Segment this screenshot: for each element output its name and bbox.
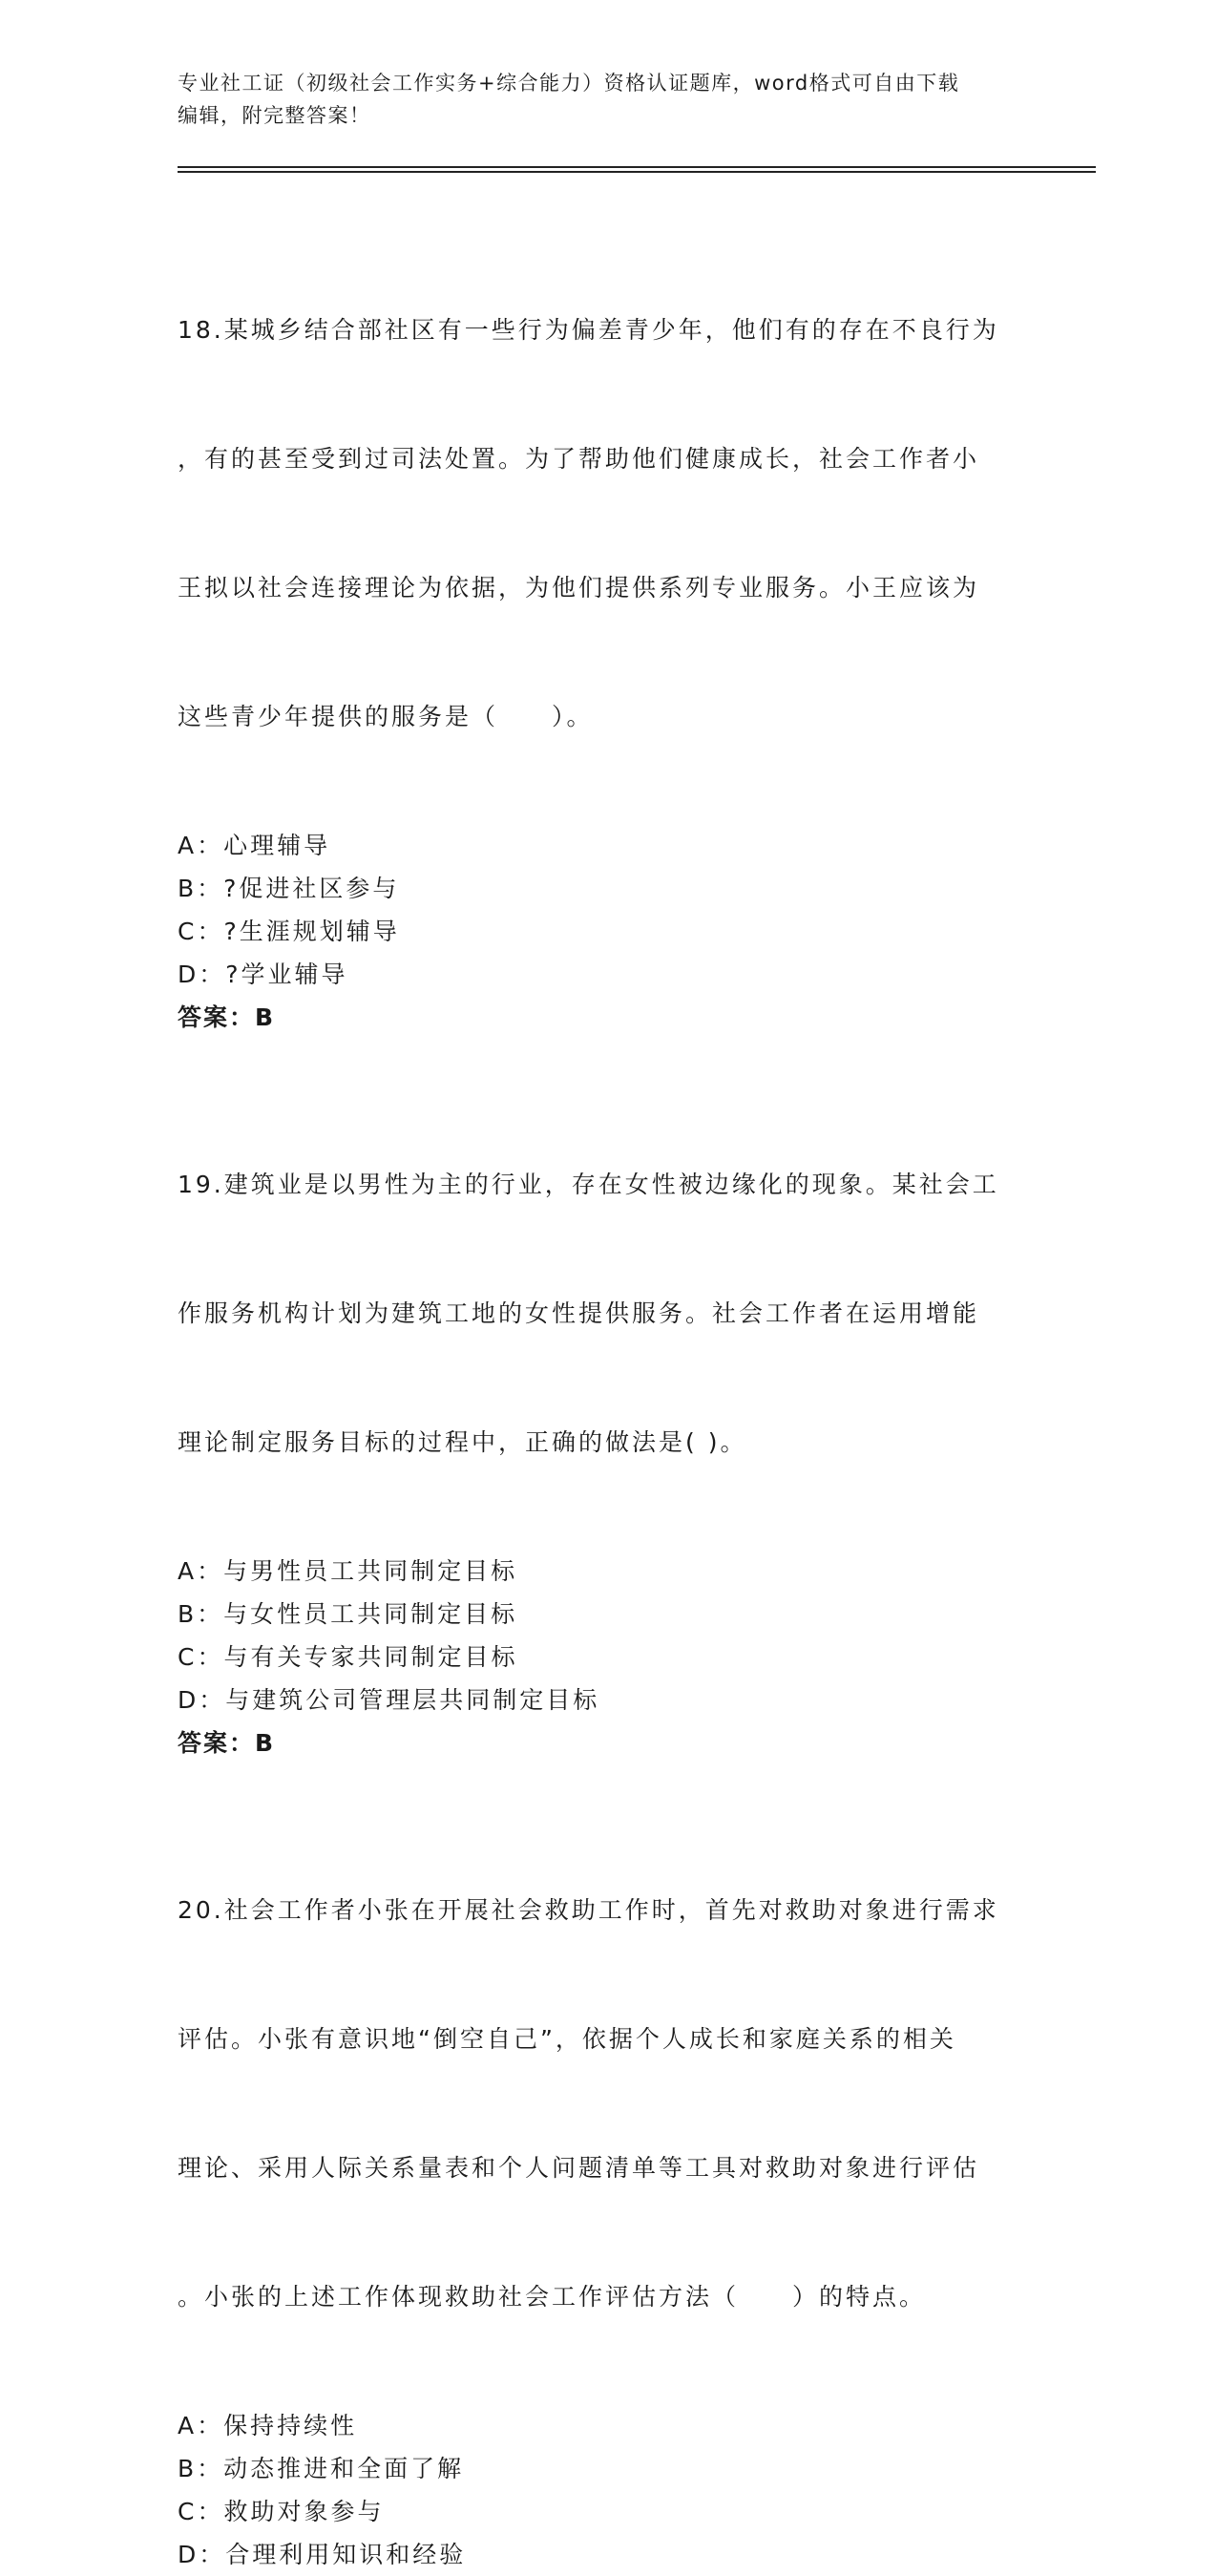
document-header (178, 67, 1037, 132)
option-d: D：?学业辅导 (178, 961, 348, 988)
answer-line: 答案：B (178, 1729, 276, 1757)
question-stem (178, 1803, 1018, 2404)
stem-line: 理论制定服务目标的过程中，正确的做法是( )。 (178, 1428, 747, 1456)
option-d: D：合理利用知识和经验 (178, 2541, 467, 2568)
stem-line: 理论、采用人际关系量表和个人问题清单等工具对救助对象进行评估 (178, 2154, 980, 2182)
stem-line: 。小张的上述工作体现救助社会工作评估方法（ ）的特点。 (178, 2283, 927, 2311)
option-b: B：?促进社区参与 (178, 875, 400, 902)
option-c: C：与有关专家共同制定目标 (178, 1643, 518, 1671)
question-19 (178, 1077, 1094, 1764)
question-stem (178, 1077, 1018, 1550)
stem-line: 评估。小张有意识地“倒空自己”，依据个人成长和家庭关系的相关 (178, 2025, 956, 2053)
option-c: C：?生涯规划辅导 (178, 918, 400, 945)
stem-line: 20.社会工作者小张在开展社会救助工作时，首先对救助对象进行需求 (178, 1896, 999, 1924)
answer-line: 答案：B (178, 1003, 276, 1031)
option-a: A：心理辅导 (178, 832, 331, 859)
header-line-1: 专业社工证（初级社会工作实务+综合能力）资格认证题库，word格式可自由下载 (178, 72, 960, 95)
option-b: B：与女性员工共同制定目标 (178, 1600, 518, 1628)
document-page (178, 67, 1094, 2576)
question-18 (178, 222, 1094, 1039)
question-stem (178, 222, 1018, 824)
header-divider (178, 166, 1096, 173)
stem-line: 王拟以社会连接理论为依据，为他们提供系列专业服务。小王应该为 (178, 574, 980, 602)
option-b: B：动态推进和全面了解 (178, 2455, 465, 2482)
option-d: D：与建筑公司管理层共同制定目标 (178, 1686, 600, 1714)
option-a: A：保持持续性 (178, 2412, 358, 2439)
stem-line: 19.建筑业是以男性为主的行业，存在女性被边缘化的现象。某社会工 (178, 1171, 999, 1198)
question-20 (178, 1803, 1094, 2576)
stem-line: 18.某城乡结合部社区有一些行为偏差青少年，他们有的存在不良行为 (178, 316, 999, 344)
stem-line: ，有的甚至受到过司法处置。为了帮助他们健康成长，社会工作者小 (178, 445, 980, 473)
stem-line: 作服务机构计划为建筑工地的女性提供服务。社会工作者在运用增能 (178, 1299, 980, 1327)
stem-line: 这些青少年提供的服务是（ ）。 (178, 703, 594, 730)
option-c: C：救助对象参与 (178, 2498, 385, 2525)
header-line-2: 编辑，附完整答案！ (178, 104, 371, 127)
option-a: A：与男性员工共同制定目标 (178, 1557, 518, 1585)
